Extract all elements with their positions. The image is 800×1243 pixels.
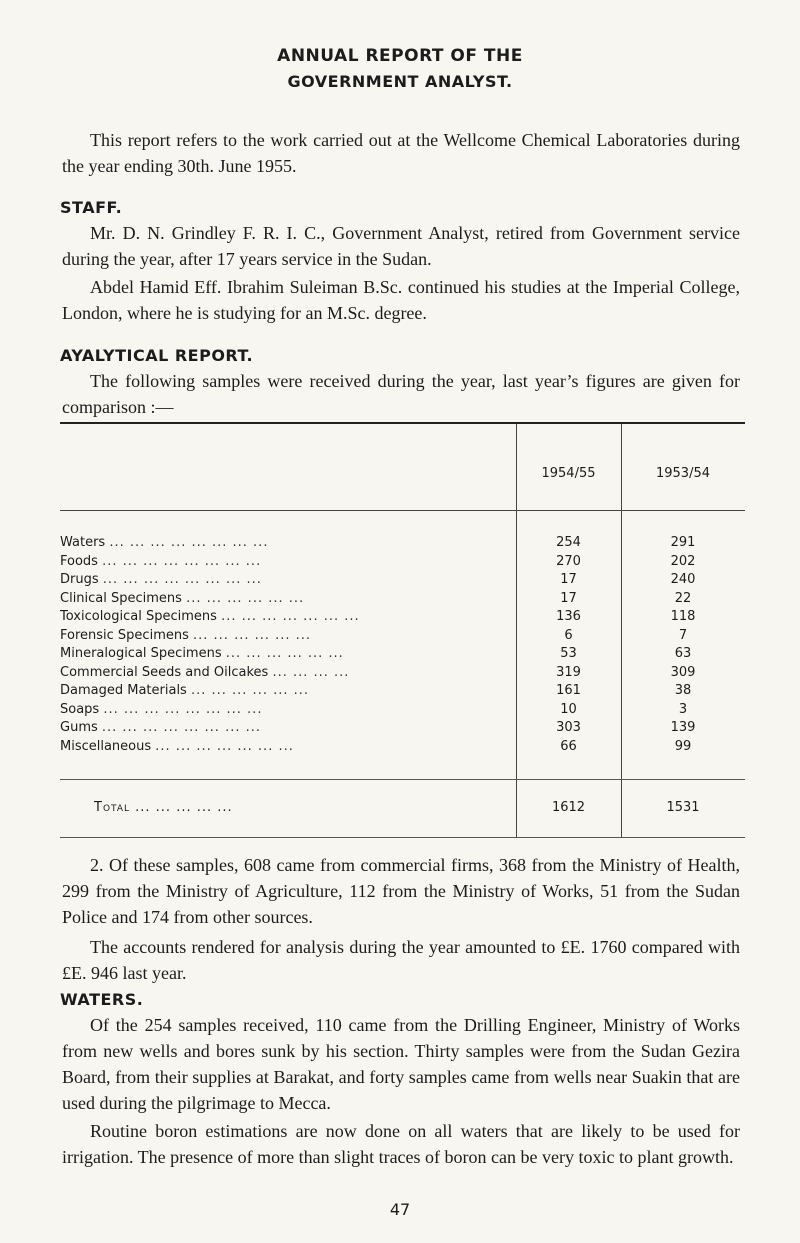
row-label: Clinical Specimens <box>60 590 182 606</box>
row-label: Foods <box>60 553 98 569</box>
row-label: Miscellaneous <box>60 738 152 754</box>
row-value-1954-55: 66 <box>560 738 577 754</box>
row-value-1954-55: 53 <box>560 646 577 661</box>
row-value-1953-54: 3 <box>678 701 688 717</box>
row-label: Toxicological Specimens <box>60 609 217 624</box>
row-label: Commercial Seeds and Oilcakes <box>60 664 269 680</box>
table-top-rule <box>60 422 745 424</box>
row-value-1953-54: 38 <box>674 683 692 698</box>
table-row <box>60 720 745 739</box>
leader-dots: ... ... ... ... ... ... ... <box>221 609 360 624</box>
row-label: Gums <box>60 720 98 735</box>
samples-table <box>60 422 745 840</box>
accounts-paragraph: The accounts rendered for analysis during the year amounted to £E. 1760 compared with £E. 946 last year. <box>62 937 740 983</box>
staff-heading: STAFF. <box>60 198 123 217</box>
total-value-1953-54: 1531 <box>666 800 700 815</box>
table-row <box>60 628 745 647</box>
row-value-1954-55: 10 <box>560 701 577 717</box>
analytical-heading: AYALYTICAL REPORT. <box>60 346 254 365</box>
table-rows <box>60 535 745 757</box>
leader-dots: ... ... ... ... ... <box>135 800 233 815</box>
row-value-1953-54: 291 <box>670 535 696 550</box>
report-title: ANNUAL REPORT OF THE <box>277 46 523 66</box>
table-row <box>60 554 745 573</box>
row-value-1954-55: 303 <box>556 720 581 735</box>
table-row <box>60 535 745 554</box>
table-row <box>60 739 745 758</box>
leader-dots: ... ... ... ... ... ... ... ... <box>102 553 262 569</box>
row-value-1953-54: 7 <box>678 627 688 643</box>
waters-paragraph-2: Routine boron estimations are now done on all waters that are likely to be used for irrigation. The presence of more than slight traces of boron can be very toxic to plant growth. <box>62 1121 740 1167</box>
row-value-1954-55: 6 <box>564 627 573 643</box>
leader-dots: ... ... ... ... ... ... <box>186 590 305 606</box>
leader-dots: ... ... ... ... ... ... <box>190 683 310 698</box>
row-value-1953-54: 63 <box>674 646 692 661</box>
row-value-1954-55: 254 <box>556 535 581 550</box>
waters-paragraph-1: Of the 254 samples received, 110 came from the Drilling Engineer, Ministry of Works from new wells and bores sunk by his section. Thirty samples were from the Sudan Gezira Board, from their supplies at Barakat, and forty samples came from wells near Suakin that are used during the pilgrimage to Mecca. <box>62 1015 740 1113</box>
leader-dots: ... ... ... ... ... ... <box>193 627 312 643</box>
page-number: 47 <box>389 1200 411 1219</box>
row-label: Waters <box>60 535 106 550</box>
row-value-1953-54: 99 <box>674 738 692 754</box>
column-header-1954-55: 1954/55 <box>541 466 596 481</box>
row-value-1954-55: 136 <box>556 609 581 624</box>
leader-dots: ... ... ... ... <box>272 664 350 680</box>
row-value-1954-55: 17 <box>560 572 577 587</box>
waters-heading: WATERS. <box>60 990 144 1009</box>
leader-dots: ... ... ... ... ... ... ... ... <box>103 701 263 717</box>
row-value-1953-54: 22 <box>674 590 692 606</box>
analytical-paragraph: The following samples were received during the year, last year’s figures are given for comparison :— <box>62 371 740 417</box>
row-value-1953-54: 202 <box>670 553 696 569</box>
row-value-1953-54: 240 <box>670 572 696 587</box>
column-header-1953-54: 1953/54 <box>655 466 710 481</box>
table-row <box>60 591 745 610</box>
table-row <box>60 665 745 684</box>
table-row <box>60 646 745 665</box>
staff-paragraph-2: Abdel Hamid Eff. Ibrahim Suleiman B.Sc. continued his studies at the Imperial College, London, where he is studying for an M.Sc. degree. <box>62 277 740 323</box>
sources-paragraph: 2. Of these samples, 608 came from commercial firms, 368 from the Ministry of Health, 299 from the Ministry of Agriculture, 112 from the Ministry of Works, 51 from the Sudan Police and 174 from other sources. <box>62 855 740 927</box>
total-value-1954-55: 1612 <box>551 800 586 815</box>
table-total-rule-top <box>60 779 745 780</box>
row-label: Soaps <box>60 701 100 717</box>
row-label: Damaged Materials <box>60 683 187 698</box>
row-value-1953-54: 139 <box>670 720 696 735</box>
intro-paragraph: This report refers to the work carried out at the Wellcome Chemical Laboratories during the year ending 30th. June 1955. <box>62 130 740 176</box>
row-label: Forensic Specimens <box>60 627 189 643</box>
row-value-1954-55: 161 <box>556 683 581 698</box>
table-row <box>60 702 745 721</box>
leader-dots: ... ... ... ... ... ... <box>225 646 344 661</box>
leader-dots: ... ... ... ... ... ... ... ... <box>101 720 261 735</box>
leader-dots: ... ... ... ... ... ... ... ... <box>109 535 269 550</box>
table-row <box>60 683 745 702</box>
leader-dots: ... ... ... ... ... ... ... <box>155 738 294 754</box>
row-label: Drugs <box>60 572 99 587</box>
table-bottom-rule <box>60 837 745 838</box>
row-value-1954-55: 17 <box>560 590 577 606</box>
row-value-1954-55: 319 <box>556 664 581 680</box>
table-row <box>60 572 745 591</box>
row-value-1954-55: 270 <box>556 553 581 569</box>
total-label: Total <box>94 800 130 815</box>
leader-dots: ... ... ... ... ... ... ... ... <box>102 572 262 587</box>
report-subtitle: GOVERNMENT ANALYST. <box>287 72 513 91</box>
table-header-rule <box>60 510 745 511</box>
staff-paragraph-1: Mr. D. N. Grindley F. R. I. C., Government Analyst, retired from Government service during the year, after 17 years service in the Sudan. <box>62 223 740 269</box>
row-label: Mineralogical Specimens <box>60 646 222 661</box>
row-value-1953-54: 118 <box>670 609 696 624</box>
table-row <box>60 609 745 628</box>
row-value-1953-54: 309 <box>670 664 696 680</box>
